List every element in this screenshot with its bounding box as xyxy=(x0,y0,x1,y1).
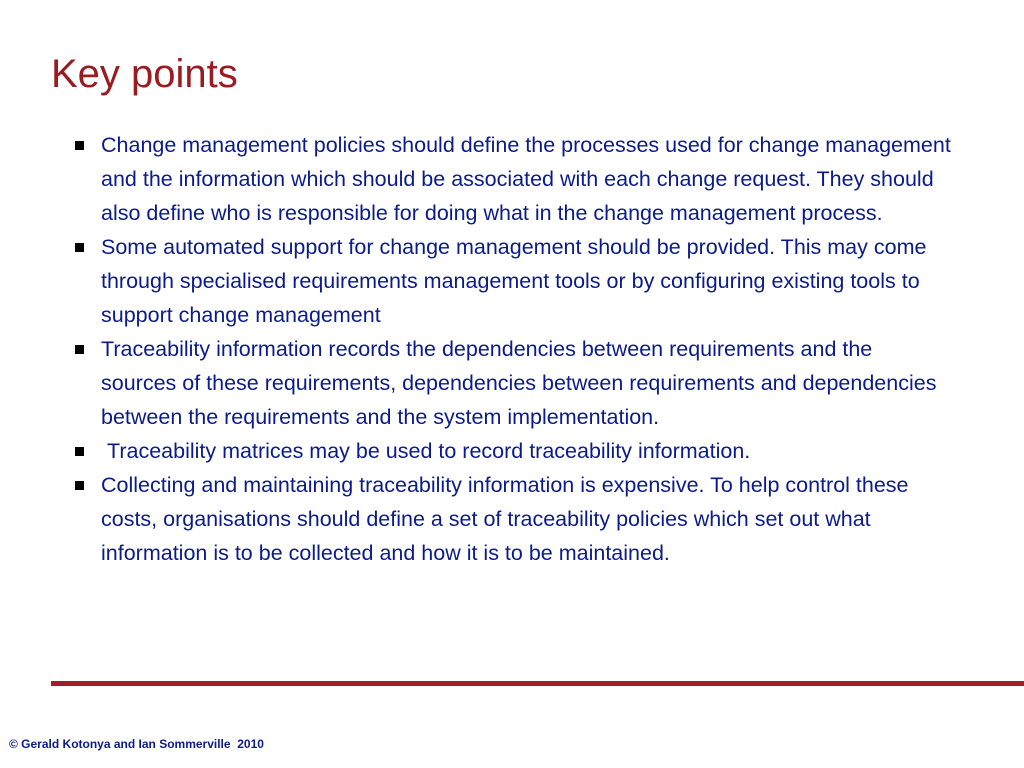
key-points-list xyxy=(73,128,953,570)
square-bullet-icon xyxy=(75,345,84,354)
bullet-item-change-policies xyxy=(73,128,953,230)
bullet-text: Collecting and maintaining traceability information is expensive. To help control these costs, organisations should define a set of traceability policies which set out what information is to be collected and how it is to be maintained. xyxy=(101,473,909,565)
bullet-item-automated-support xyxy=(73,230,953,332)
slide-title: Key points xyxy=(51,52,238,96)
square-bullet-icon xyxy=(75,447,84,456)
bullet-text: Traceability information records the dependencies between requirements and the sources of these requirements, dependencies between requirements and dependencies between the requirements and the system implementation. xyxy=(101,337,937,429)
bullet-text: Traceability matrices may be used to record traceability information. xyxy=(107,439,751,463)
bullet-item-traceability-matrices xyxy=(73,434,953,468)
square-bullet-icon xyxy=(75,141,84,150)
copyright-footer: © Gerald Kotonya and Ian Sommerville 2010 xyxy=(9,737,264,751)
footer-divider xyxy=(51,681,1024,686)
bullet-item-traceability-costs xyxy=(73,468,953,570)
bullet-text: Some automated support for change management should be provided. This may come through specialised requirements management tools or by configuring existing tools to support change management xyxy=(101,235,927,327)
bullet-text: Change management policies should define the processes used for change management and the information which should be associated with each change request. They should also define who is responsible for doing what in the change management process. xyxy=(101,133,951,225)
square-bullet-icon xyxy=(75,243,84,252)
bullet-item-traceability-information xyxy=(73,332,953,434)
square-bullet-icon xyxy=(75,481,84,490)
